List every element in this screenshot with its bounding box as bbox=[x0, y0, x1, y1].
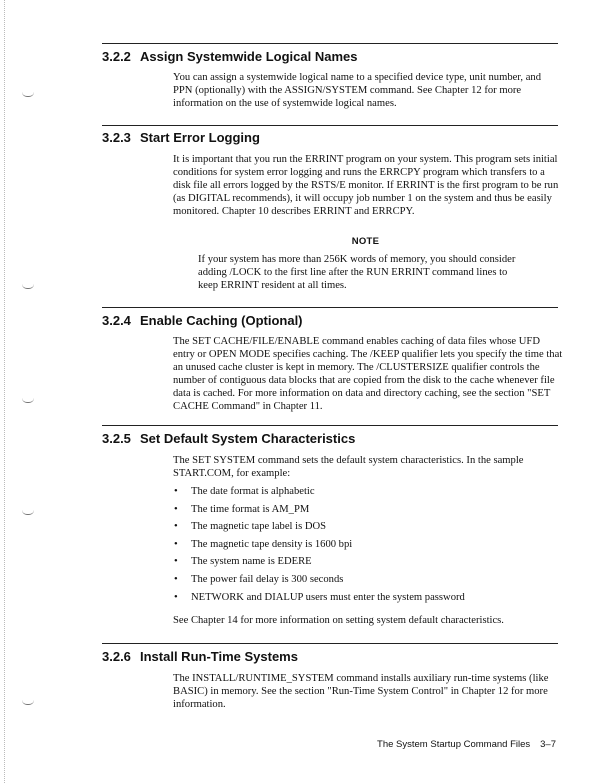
list-item-text: NETWORK and DIALUP users must enter the system password bbox=[191, 591, 465, 603]
list-item bbox=[173, 485, 563, 503]
section-body bbox=[173, 335, 563, 413]
section-title: Set Default System Characteristics bbox=[140, 431, 356, 446]
page-edge bbox=[4, 0, 5, 783]
bullet-icon: • bbox=[174, 486, 178, 497]
section-heading bbox=[102, 130, 260, 145]
list-item bbox=[173, 573, 563, 591]
bullet-icon: • bbox=[174, 591, 178, 603]
section-closing bbox=[173, 614, 563, 627]
binder-mark bbox=[22, 700, 34, 705]
section-title: Start Error Logging bbox=[140, 130, 260, 145]
list-item-text: The magnetic tape label is DOS bbox=[191, 521, 327, 533]
paragraph: The SET CACHE/FILE/ENABLE command enables caching of data files whose UFD entry or OPEN MODE specifies caching. The /KEEP qualifier lets you specify the time that an unused cache cluster is kept in memory. The /CLUSTERSIZE qualifier controls the number of contiguous data blocks that are copied from the disk to the cache whenever file data is cached. For more information on data and directory caching, see the section "SET CACHE Command" in Chapter 11. bbox=[173, 336, 563, 412]
note-title: NOTE bbox=[351, 236, 380, 247]
section-number: 3.2.5 bbox=[102, 431, 131, 446]
section-heading bbox=[102, 313, 303, 328]
bullet-icon: • bbox=[174, 573, 178, 585]
section-rule bbox=[102, 125, 558, 126]
section-body bbox=[173, 454, 563, 480]
section-number: 3.2.3 bbox=[102, 130, 131, 145]
bullet-icon: • bbox=[174, 521, 178, 533]
section-body bbox=[173, 672, 563, 711]
bullet-icon: • bbox=[174, 556, 178, 568]
section-title: Enable Caching (Optional) bbox=[140, 313, 303, 328]
paragraph: It is important that you run the ERRINT program on your system. This program sets initial conditions for system error logging and runs the ERRCPY program which transfers to a disk file all errors logged by the RSTS/E monitor. If ERRINT is the first program to be run (as DIGITAL recommends), it will occupy job number 1 on the system and thus be easily monitored. Chapter 10 describes ERRINT and ERRCPY. bbox=[173, 154, 559, 217]
section-rule bbox=[102, 307, 558, 308]
paragraph: The SET SYSTEM command sets the default system characteristics. In the sample START.COM, for example: bbox=[173, 455, 524, 479]
section-rule bbox=[102, 43, 558, 44]
bullet-list bbox=[173, 485, 563, 608]
paragraph: You can assign a systemwide logical name to a specified device type, unit number, and PPN (optionally) with the ASSIGN/SYSTEM command. See Chapter 12 for more information on the use of systemwide logical names. bbox=[173, 72, 542, 109]
footer-title: The System Startup Command Files bbox=[377, 739, 531, 750]
section-title: Assign Systemwide Logical Names bbox=[140, 49, 358, 64]
section-number: 3.2.2 bbox=[102, 49, 131, 64]
binder-mark bbox=[22, 398, 34, 403]
paragraph: See Chapter 14 for more information on setting system default characteristics. bbox=[173, 615, 504, 626]
list-item-text: The date format is alphabetic bbox=[191, 486, 315, 497]
section-heading bbox=[102, 649, 298, 664]
list-item bbox=[173, 555, 563, 573]
section-number: 3.2.4 bbox=[102, 313, 131, 328]
section-rule bbox=[102, 425, 558, 426]
list-item-text: The system name is EDERE bbox=[191, 556, 312, 568]
page-footer bbox=[377, 739, 556, 750]
section-title: Install Run-Time Systems bbox=[140, 649, 298, 664]
bullet-icon: • bbox=[174, 538, 178, 550]
section-number: 3.2.6 bbox=[102, 649, 131, 664]
binder-mark bbox=[22, 92, 34, 97]
list-item-text: The magnetic tape density is 1600 bpi bbox=[191, 538, 353, 550]
section-heading bbox=[102, 431, 355, 446]
paragraph: The INSTALL/RUNTIME_SYSTEM command installs auxiliary run-time systems (like BASIC) in memory. See the section "Run-Time System Control" in Chapter 12 for more information. bbox=[173, 673, 549, 710]
list-item-text: The power fail delay is 300 seconds bbox=[191, 573, 344, 585]
section-body bbox=[173, 71, 563, 110]
section-body bbox=[173, 153, 563, 218]
list-item bbox=[173, 503, 563, 521]
section-rule bbox=[102, 643, 558, 644]
section-heading bbox=[102, 49, 357, 64]
page-number: 3–7 bbox=[540, 739, 556, 750]
list-item bbox=[173, 538, 563, 556]
list-item bbox=[173, 591, 563, 609]
bullet-icon: • bbox=[174, 503, 178, 515]
list-item bbox=[173, 520, 563, 538]
binder-mark bbox=[22, 510, 34, 515]
note-text: If your system has more than 256K words of memory, you should consider adding /LOCK to the first line after the RUN ERRINT command lines to keep ERRINT resident at all times. bbox=[198, 254, 516, 291]
binder-mark bbox=[22, 284, 34, 289]
list-item-text: The time format is AM_PM bbox=[191, 503, 310, 515]
